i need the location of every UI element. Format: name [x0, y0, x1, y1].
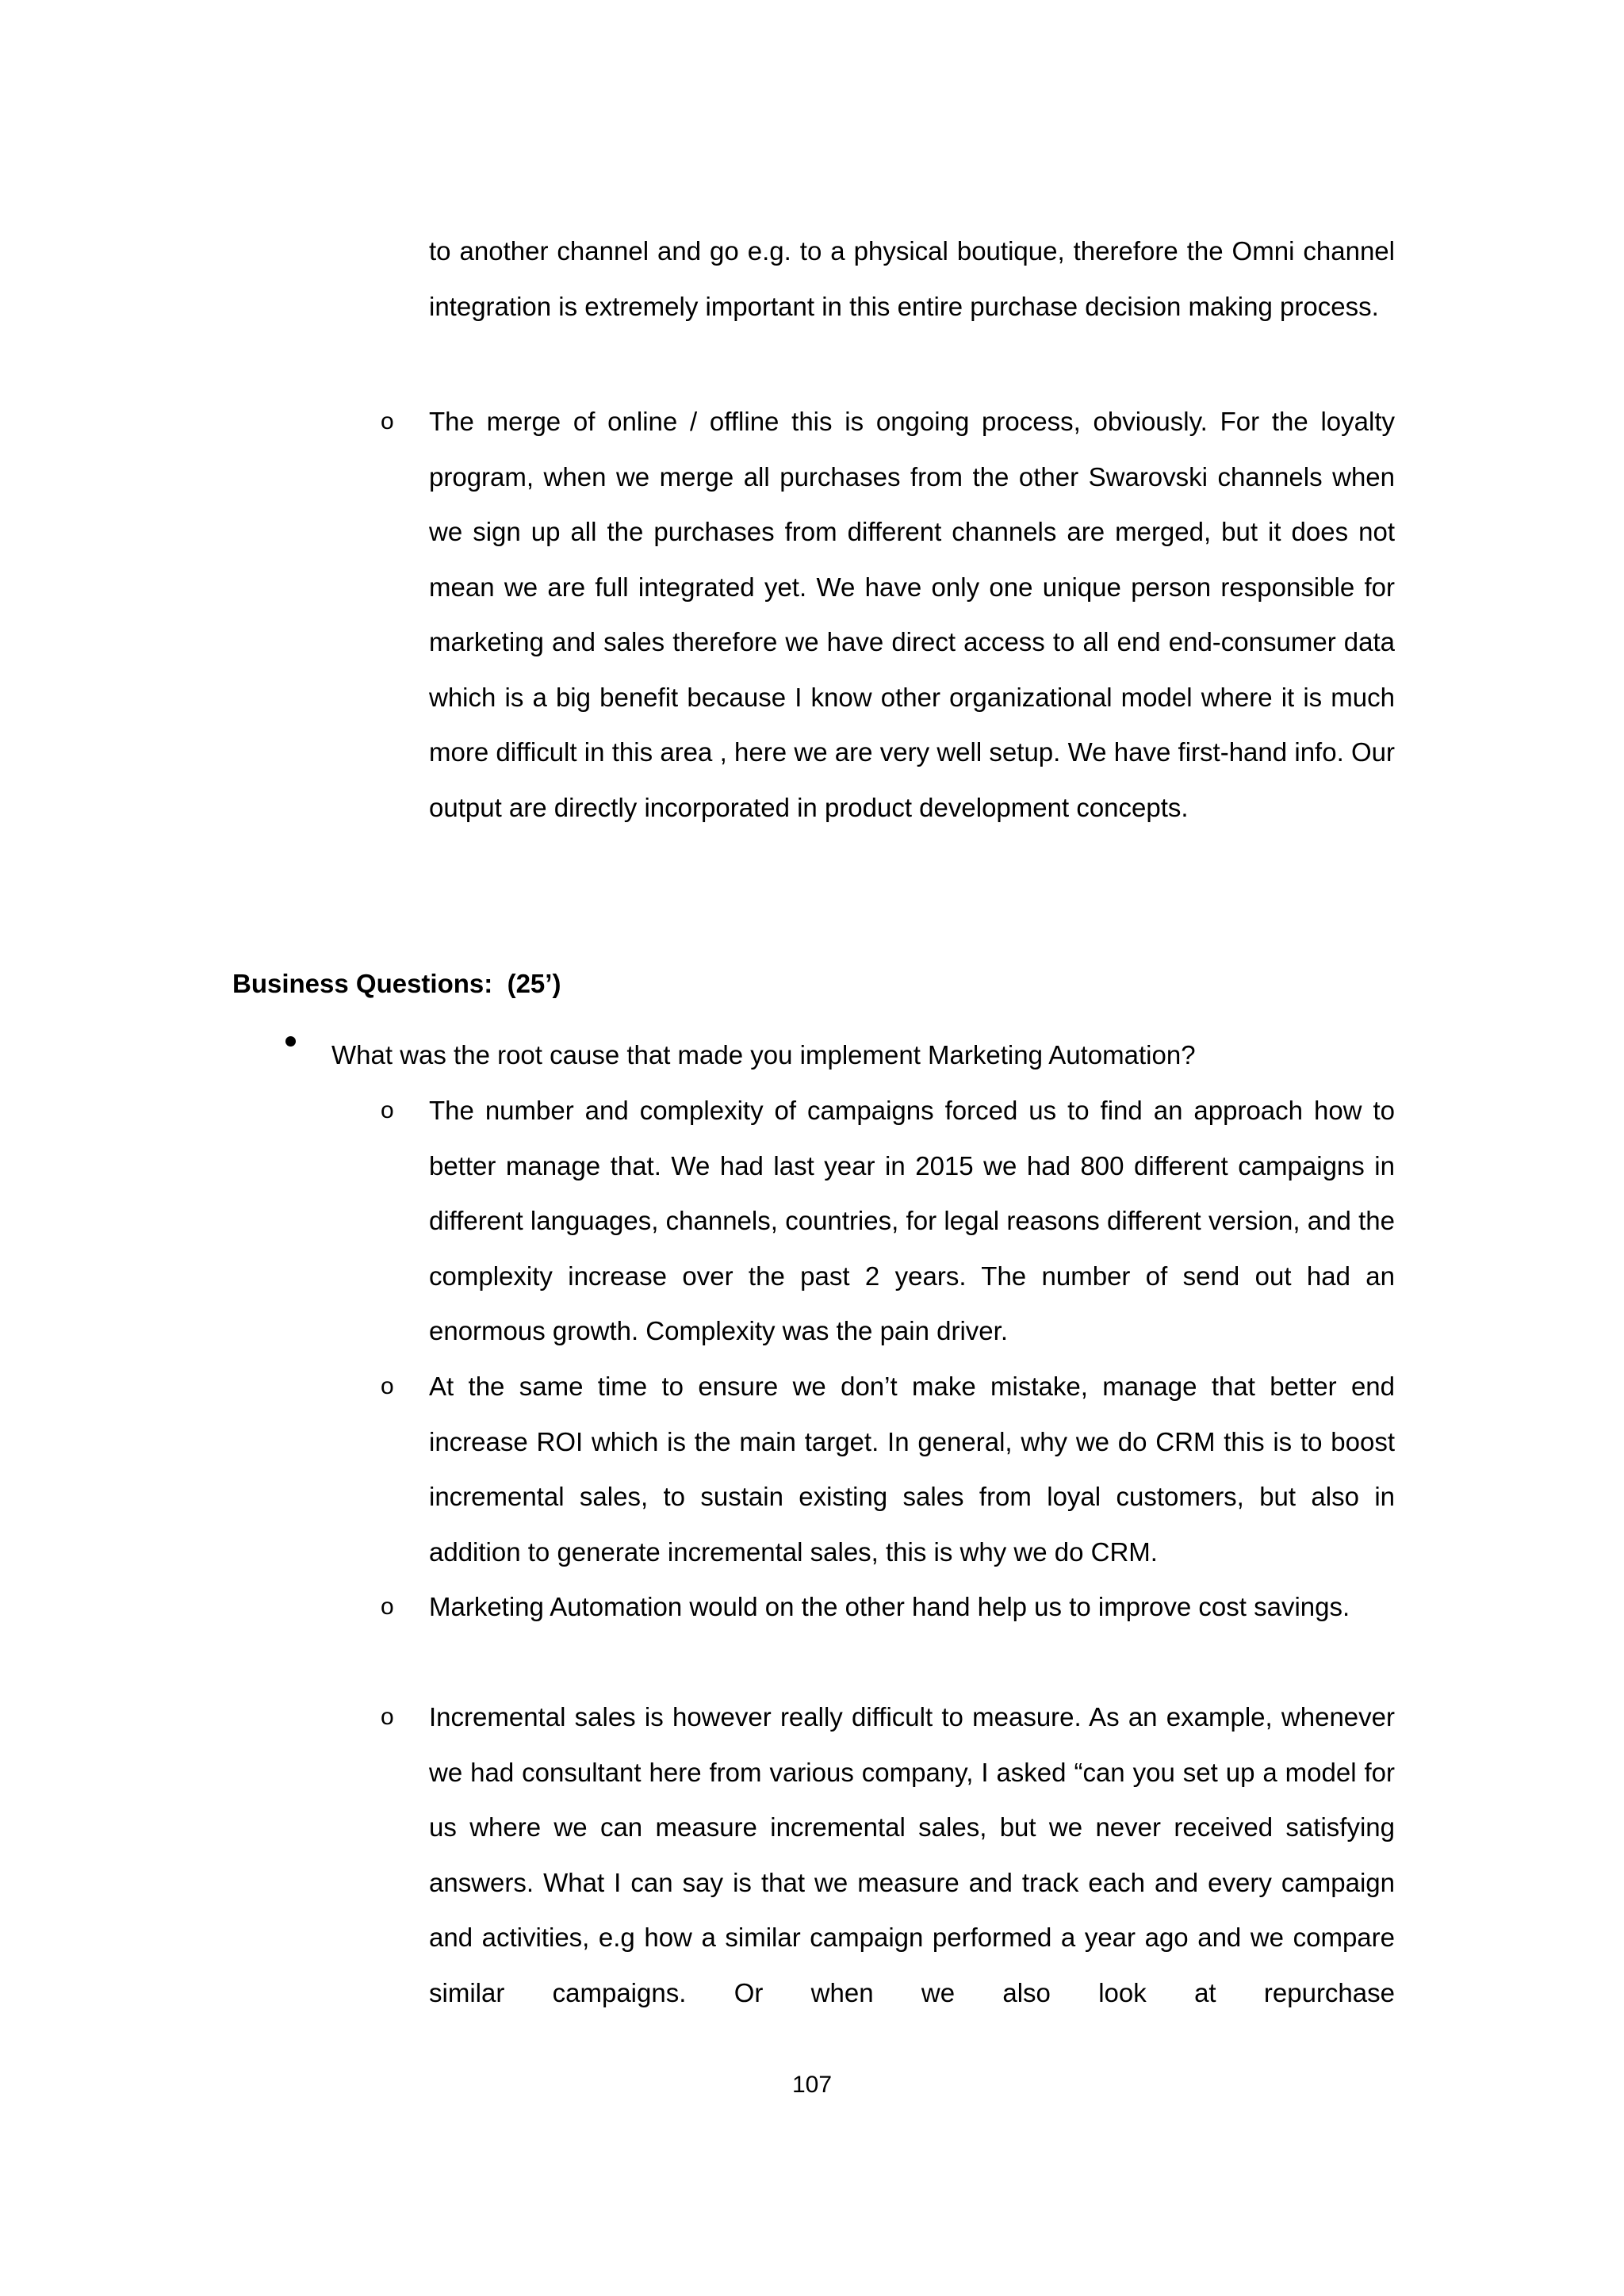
bullet-marker-icon: [285, 1036, 296, 1047]
sub-bullet-marker-icon: o: [381, 1373, 394, 1399]
answer-item: Marketing Automation would on the other hand help us to improve cost savings.: [429, 1592, 1350, 1621]
page-number: 107: [791, 2072, 833, 2098]
sub-bullet-marker-icon: o: [381, 408, 394, 434]
answer-item: At the same time to ensure we don’t make mistake, manage that better end increase ROI which is the main target. In general, why we do CRM this is to boost incremental sales, to sustain existing sales from loyal customers, but also in addition to generate incremental sales, this is why we do CRM.: [429, 1372, 1395, 1567]
sub-bullet-marker-icon: o: [381, 1097, 394, 1123]
answer-item: Incremental sales is however really difficult to measure. As an example, whenever we had consultant here from various company, I asked “can you set up a model for us where we can measure incremental sales, but we never received satisfying answers. What I can say is that we measure and track each and every campaign and activities, e.g how a similar campaign performed a year ago and we compare similar campaigns. Or when we also look at repurchase: [429, 1702, 1395, 2007]
continuation-paragraph: to another channel and go e.g. to a physical boutique, therefore the Omni channel integration is extremely important in this entire purchase decision making process.: [429, 236, 1395, 321]
sub-bullet-marker-icon: o: [381, 1594, 394, 1620]
question-text: What was the root cause that made you implement Marketing Automation?: [331, 1040, 1196, 1070]
answer-item: The number and complexity of campaigns forced us to find an approach how to better manage that. We had last year in 2015 we had 800 different campaigns in different languages, channels, countries, for legal reasons different version, and the complexity increase over the past 2 years. The number of send out had an enormous growth. Complexity was the pain driver.: [429, 1096, 1395, 1345]
section-heading: Business Questions: (25’): [232, 969, 561, 998]
sub-list-item: The merge of online / offline this is ongoing process, obviously. For the loyalty program, when we merge all purchases from the other Swarovski channels when we sign up all the purchases from different channels are merged, but it does not mean we are full integrated yet. We have only one unique person responsible for marketing and sales therefore we have direct access to all end end-consumer data which is a big benefit because I know other organizational model where it is much more difficult in this area , here we are very well setup. We have first-hand info. Our output are directly incorporated in product development concepts.: [429, 407, 1395, 822]
sub-bullet-marker-icon: o: [381, 1704, 394, 1730]
